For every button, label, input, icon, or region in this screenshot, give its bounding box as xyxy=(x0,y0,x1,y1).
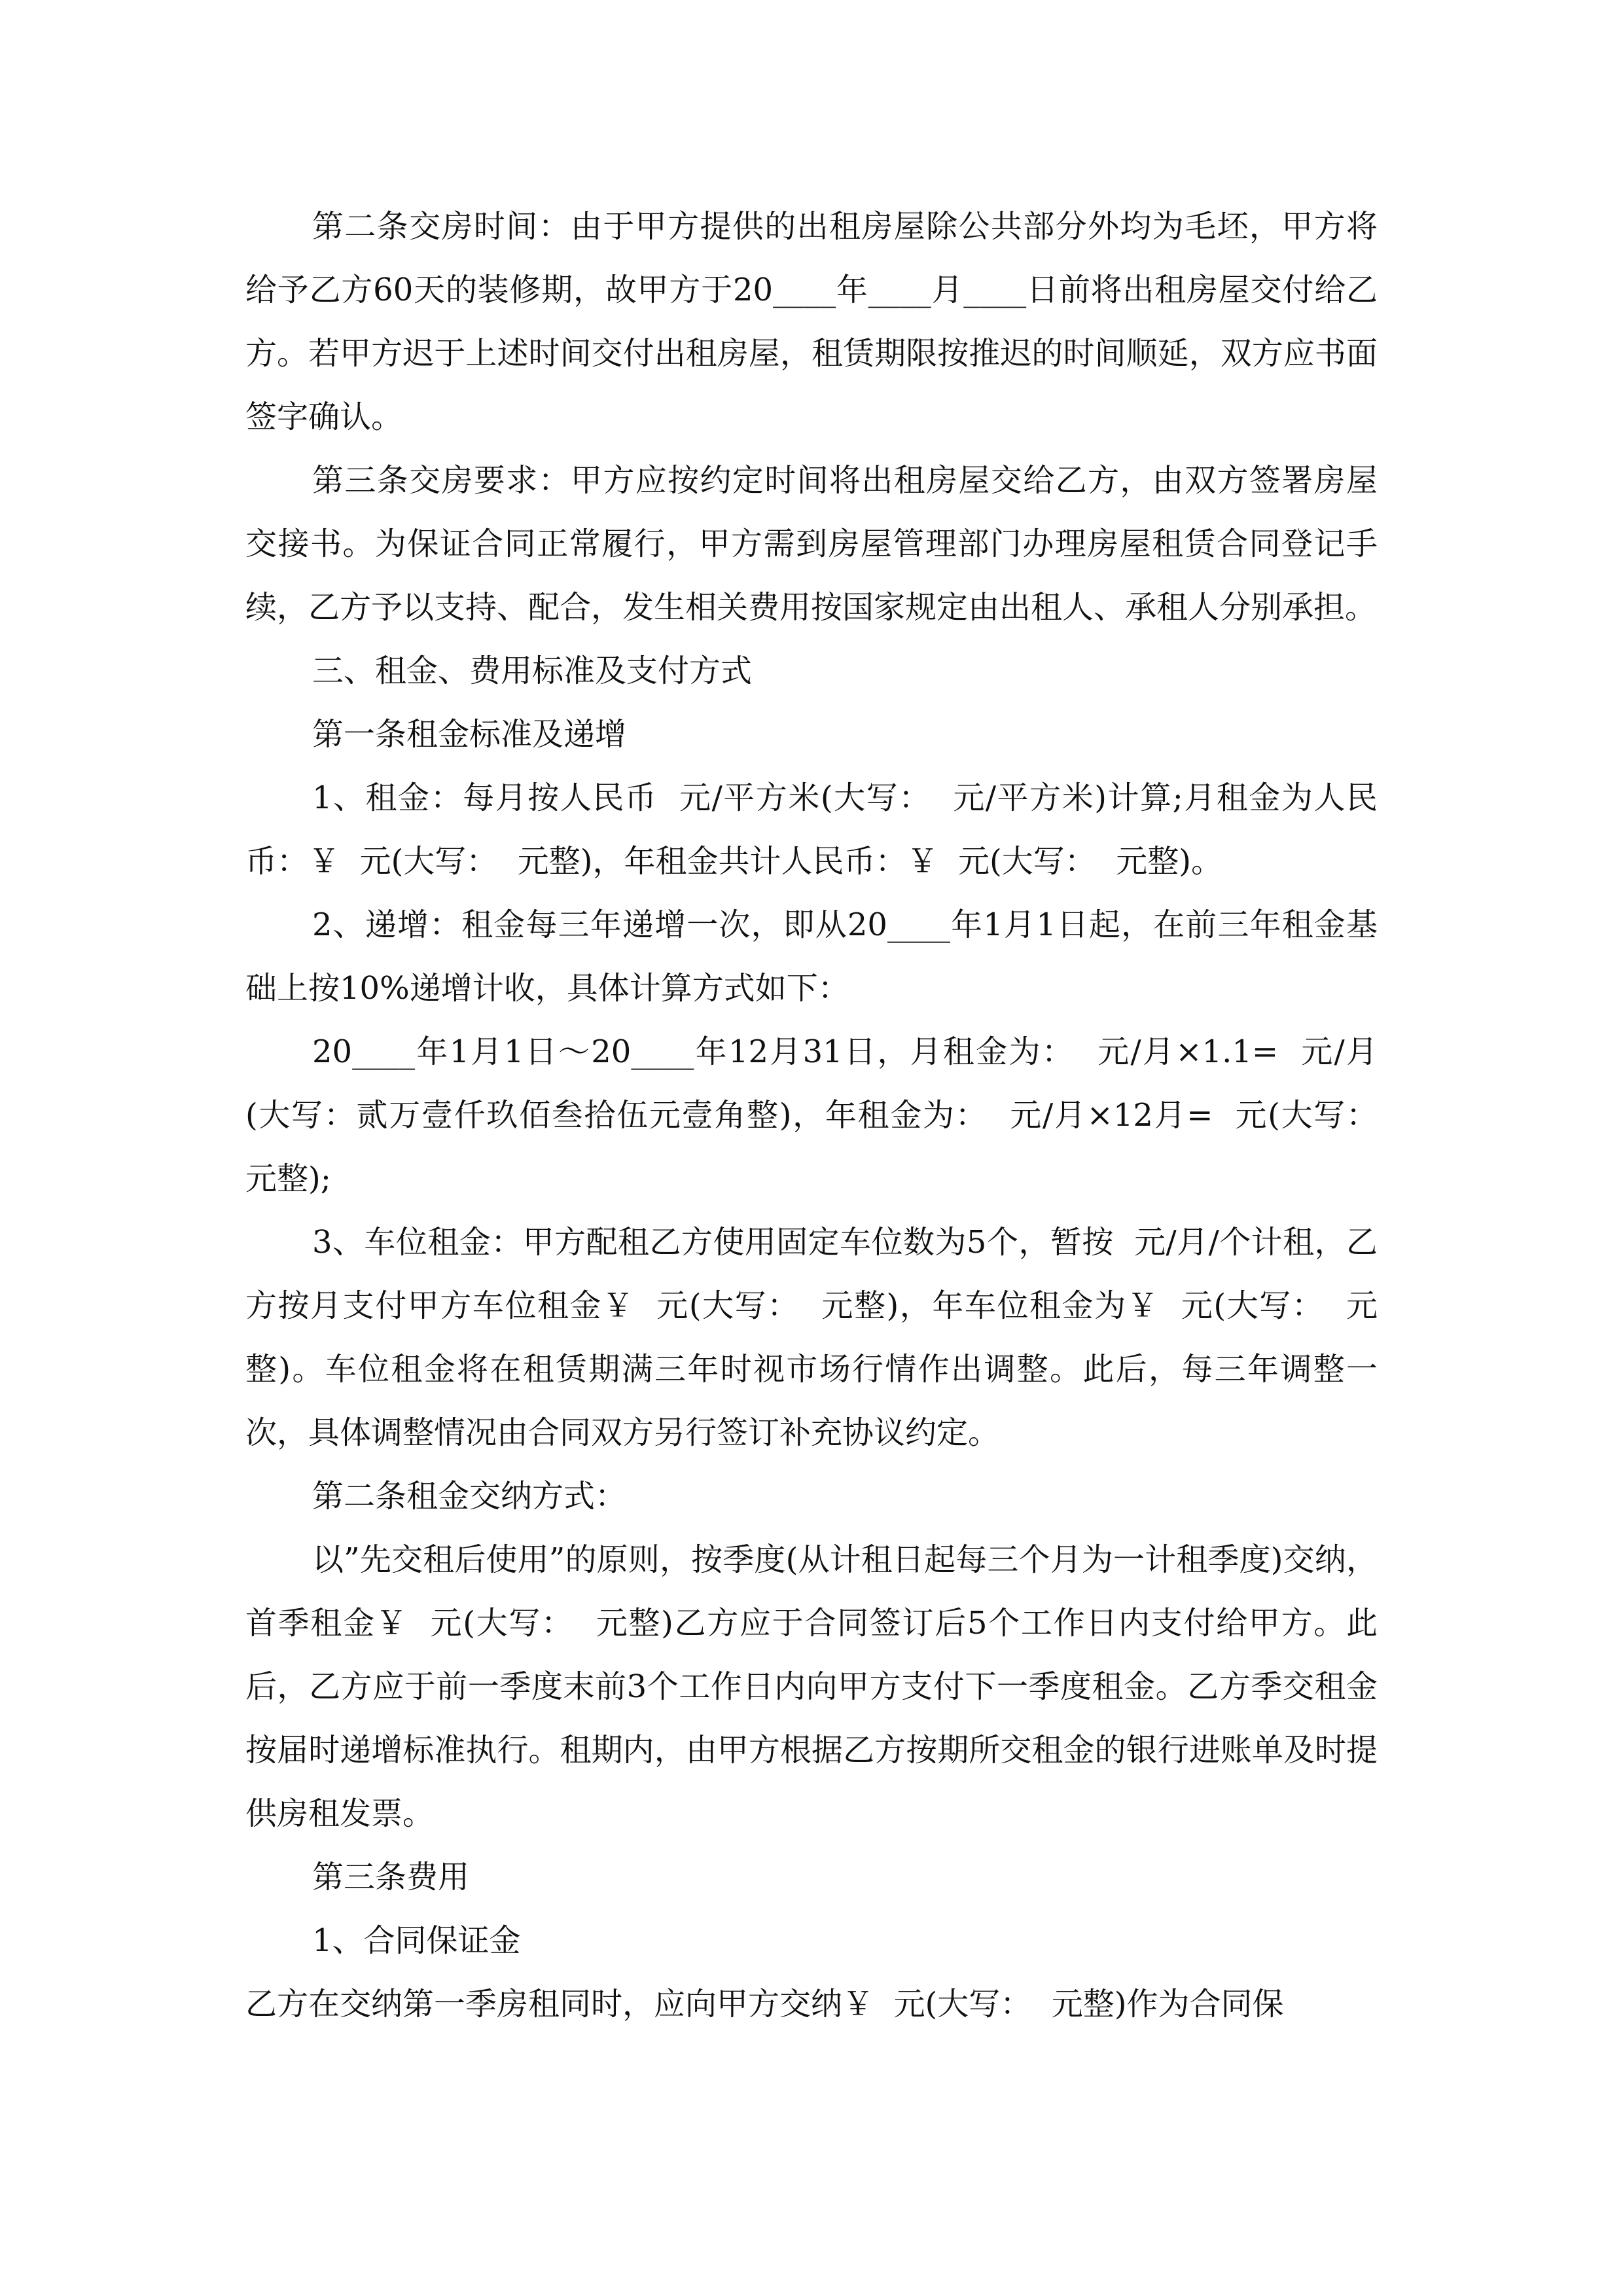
paragraph-payment-method: 以”先交租后使用”的原则，按季度(从计租日起每三个月为一计租季度)交纳，首季租金￥ 元(大写： 元整)乙方应于合同签订后5个工作日内支付给甲方。此后，乙方应于前一季度末前3个工作日内向甲方支付下一季度租金。乙方季交租金按届时递增标准执行。租期内，由甲方根据乙方按期所交租金的银行进账单及时提供房租发票。 xyxy=(245,1541,1378,1832)
article-heading-payment-method: 第二条租金交纳方式： xyxy=(312,1478,627,1515)
paragraph-rent: 1、租金：每月按人民币 元/平方米(大写： 元/平方米)计算;月租金为人民币：￥ 元(大写： 元整)，年租金共计人民币：￥ 元(大写： 元整)。 xyxy=(245,780,1378,880)
paragraph-deposit: 乙方在交纳第一季房租同时，应向甲方交纳￥ 元(大写： 元整)作为合同保 xyxy=(245,1986,1284,2022)
article-heading-rent-standard: 第一条租金标准及递增 xyxy=(312,716,627,753)
paragraph-parking-rent: 3、车位租金：甲方配租乙方使用固定车位数为5个，暂按 元/月/个计租，乙方按月支付甲方车位租金￥ 元(大写： 元整)，年车位租金为￥ 元(大写： 元整)。车位租金将在租赁期满三年时视市场行情作出调整。此后，每三年调整一次，具体调整情况由合同双方另行签订补充协议约定。 xyxy=(245,1224,1378,1451)
item-heading-deposit: 1、合同保证金 xyxy=(312,1922,521,1959)
paragraph-increase-calculation: 20____年1月1日～20____年12月31日，月租金为： 元/月×1.1= 元/月(大写：贰万壹仟玖佰叁拾伍元壹角整)，年租金为： 元/月×12月= 元(大写： 元整); xyxy=(245,1033,1398,1197)
paragraph-handover-time: 第二条交房时间：由于甲方提供的出租房屋除公共部分外均为毛坯，甲方将给予乙方60天的装修期，故甲方于20____年____月____日前将出租房屋交付给乙方。若甲方迟于上述时间交付出租房屋，租赁期限按推迟的时间顺延，双方应书面签字确认。 xyxy=(245,208,1378,435)
paragraph-handover-requirements: 第三条交房要求：甲方应按约定时间将出租房屋交给乙方，由双方签署房屋交接书。为保证合同正常履行，甲方需到房屋管理部门办理房屋租赁合同登记手续，乙方予以支持、配合，发生相关费用按国家规定由出租人、承租人分别承担。 xyxy=(245,462,1378,626)
section-heading-rent-fees: 三、租金、费用标准及支付方式 xyxy=(312,653,753,689)
document-body xyxy=(245,195,1398,2036)
paragraph-increase: 2、递增：租金每三年递增一次，即从20____年1月1日起，在前三年租金基础上按10%递增计收，具体计算方式如下： xyxy=(245,906,1378,1007)
article-heading-fees: 第三条费用 xyxy=(312,1859,470,1895)
